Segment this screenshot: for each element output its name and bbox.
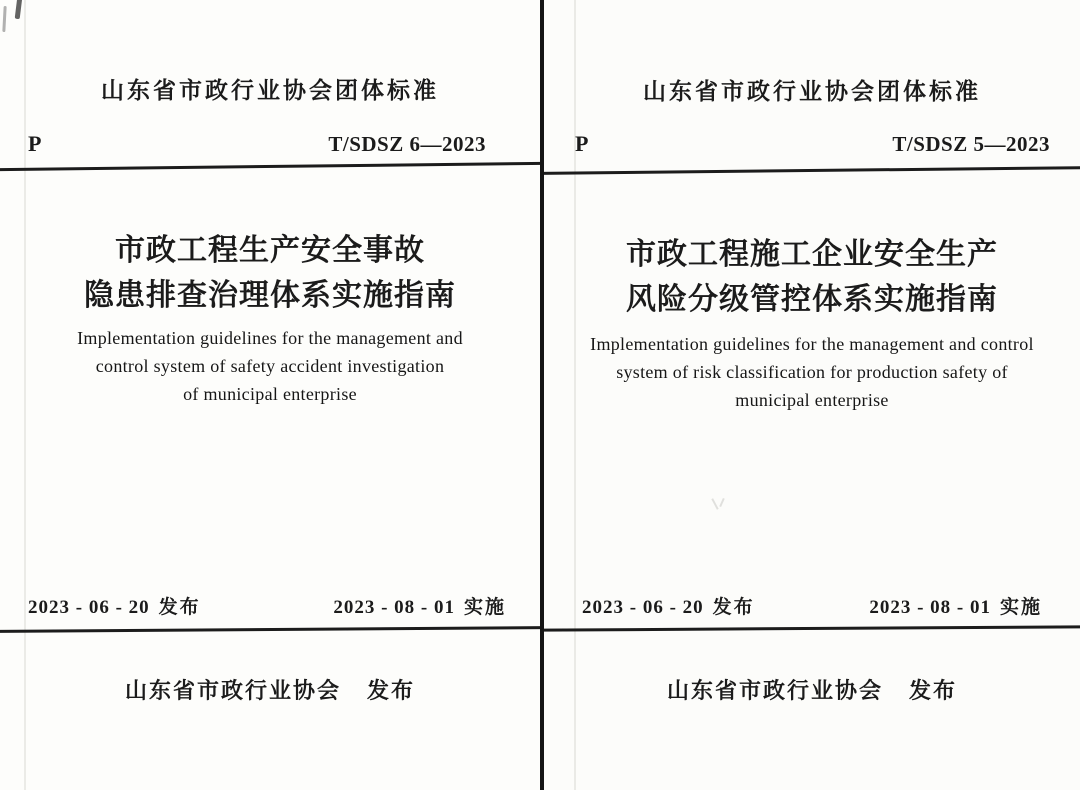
publisher-line (0, 674, 540, 705)
top-rule (0, 162, 543, 171)
issue-label: 发布 (158, 597, 201, 618)
issue-date-group (582, 592, 755, 619)
issue-date-group (28, 592, 201, 619)
date-row (28, 592, 506, 619)
publisher-label: 发布 (909, 678, 958, 703)
issue-date: 2023 - 06 - 20 (582, 597, 704, 618)
page-divider-line (540, 0, 544, 790)
implementation-label: 实施 (999, 597, 1042, 618)
doc-class-letter: P (28, 131, 42, 156)
top-rule (541, 166, 1080, 175)
association-header: 山东省市政行业协会团体标准 (101, 77, 439, 103)
cover-right (544, 0, 1080, 790)
publisher-name: 山东省市政行业协会 (124, 678, 341, 703)
title-english-line1: Implementation guidelines for the management and (77, 328, 463, 348)
title-english-line3: of municipal enterprise (183, 384, 357, 404)
publisher-label: 发布 (367, 678, 416, 703)
publisher-line (544, 674, 1080, 705)
title-chinese-line1: 市政工程生产安全事故 (115, 234, 425, 267)
code-row (28, 131, 486, 157)
scan-mark (15, 0, 23, 19)
title-english-line1: Implementation guidelines for the management and control (590, 334, 1034, 354)
title-english-line2: system of risk classification for production safety of (616, 362, 1008, 382)
implementation-date: 2023 - 08 - 01 (333, 597, 455, 618)
title-english-line3: municipal enterprise (735, 390, 889, 410)
title-chinese-line1: 市政工程施工企业安全生产 (626, 238, 998, 271)
standard-code: T/SDSZ 6—2023 (328, 132, 486, 156)
association-header: 山东省市政行业协会团体标准 (643, 78, 981, 104)
implementation-date: 2023 - 08 - 01 (869, 597, 991, 618)
implementation-label: 实施 (463, 597, 506, 618)
title-chinese-line2: 隐患排查治理体系实施指南 (84, 279, 456, 312)
standard-code: T/SDSZ 5—2023 (892, 132, 1050, 156)
title-english (20, 324, 520, 408)
title-english-line2: control system of safety accident investigation (95, 356, 445, 376)
title-chinese (0, 228, 540, 318)
publisher-name: 山东省市政行业协会 (666, 678, 883, 703)
implementation-date-group (333, 592, 506, 619)
implementation-date-group (869, 592, 1042, 619)
bottom-rule (0, 626, 543, 633)
title-english (564, 330, 1060, 414)
scan-smudge (710, 498, 728, 510)
issue-label: 发布 (712, 597, 755, 618)
doc-class-letter: P (575, 131, 589, 156)
title-chinese-line2: 风险分级管控体系实施指南 (626, 283, 998, 316)
code-row (575, 131, 1050, 157)
bottom-rule (541, 625, 1080, 631)
date-row (582, 592, 1042, 619)
issue-date: 2023 - 06 - 20 (28, 597, 150, 618)
title-chinese (544, 232, 1080, 322)
scan-mark (2, 6, 6, 32)
